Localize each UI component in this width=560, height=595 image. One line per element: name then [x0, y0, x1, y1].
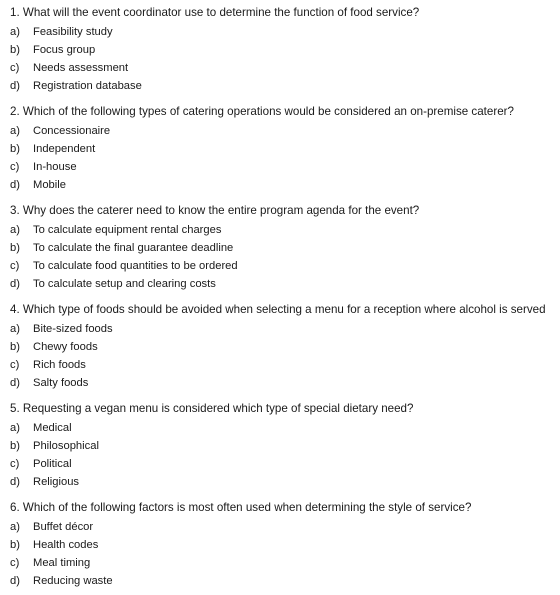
option-letter: a)	[10, 422, 20, 434]
option-text: In-house	[33, 161, 77, 173]
option-b	[10, 41, 560, 59]
option-letter: b)	[10, 440, 20, 452]
option-d	[10, 473, 560, 491]
question-1	[10, 5, 560, 95]
option-a	[10, 23, 560, 41]
option-b	[10, 239, 560, 257]
option-a	[10, 122, 560, 140]
option-text: Rich foods	[33, 359, 86, 371]
question-text: 5. Requesting a vegan menu is considered which type of special dietary need?	[10, 402, 414, 415]
option-b	[10, 140, 560, 158]
option-b	[10, 536, 560, 554]
option-letter: c)	[10, 161, 20, 173]
option-letter: c)	[10, 458, 20, 470]
option-a	[10, 419, 560, 437]
option-text: Meal timing	[33, 557, 91, 569]
question-text: 1. What will the event coordinator use to determine the function of food service?	[10, 6, 420, 19]
option-text: Salty foods	[33, 377, 89, 389]
option-letter: b)	[10, 539, 20, 551]
option-letter: a)	[10, 26, 20, 38]
option-letter: b)	[10, 341, 20, 353]
option-a	[10, 221, 560, 239]
option-text: To calculate equipment rental charges	[33, 224, 222, 236]
option-text: Focus group	[33, 44, 96, 56]
option-text: Feasibility study	[33, 26, 113, 38]
question-text: 2. Which of the following types of catering operations would be considered an on-premise caterer?	[10, 105, 514, 118]
option-text: Buffet décor	[33, 521, 94, 533]
option-c	[10, 554, 560, 572]
option-c	[10, 158, 560, 176]
question-5	[10, 401, 560, 491]
option-a	[10, 518, 560, 536]
question-4	[10, 302, 560, 392]
option-text: Independent	[33, 143, 96, 155]
option-text: Chewy foods	[33, 341, 98, 353]
option-text: Religious	[33, 476, 80, 488]
question-3	[10, 203, 560, 293]
option-letter: c)	[10, 359, 20, 371]
option-text: Health codes	[33, 539, 99, 551]
option-text: Bite-sized foods	[33, 323, 113, 335]
option-letter: a)	[10, 323, 20, 335]
option-letter: d)	[10, 476, 20, 488]
option-c	[10, 455, 560, 473]
option-d	[10, 176, 560, 194]
option-text: Concessionaire	[33, 125, 111, 137]
option-text: Philosophical	[33, 440, 99, 452]
option-text: Medical	[33, 422, 72, 434]
option-letter: b)	[10, 44, 20, 56]
question-2	[10, 104, 560, 194]
option-c	[10, 257, 560, 275]
option-letter: a)	[10, 224, 20, 236]
option-letter: b)	[10, 143, 20, 155]
option-text: To calculate setup and clearing costs	[33, 278, 216, 290]
option-text: Needs assessment	[33, 62, 129, 74]
question-6	[10, 500, 560, 590]
option-text: Registration database	[33, 80, 142, 92]
option-b	[10, 437, 560, 455]
option-text: Reducing waste	[33, 575, 113, 587]
option-d	[10, 275, 560, 293]
option-c	[10, 59, 560, 77]
option-letter: c)	[10, 62, 20, 74]
question-text: 4. Which type of foods should be avoided when selecting a menu for a reception where alcohol is served	[10, 303, 546, 316]
option-letter: d)	[10, 80, 20, 92]
option-letter: a)	[10, 125, 20, 137]
option-a	[10, 320, 560, 338]
question-text: 3. Why does the caterer need to know the entire program agenda for the event?	[10, 204, 420, 217]
option-letter: c)	[10, 260, 20, 272]
option-d	[10, 374, 560, 392]
option-letter: b)	[10, 242, 20, 254]
option-b	[10, 338, 560, 356]
option-d	[10, 572, 560, 590]
question-text: 6. Which of the following factors is most often used when determining the style of service?	[10, 501, 472, 514]
option-letter: d)	[10, 179, 20, 191]
option-c	[10, 356, 560, 374]
option-letter: d)	[10, 278, 20, 290]
option-text: To calculate the final guarantee deadline	[33, 242, 234, 254]
option-letter: d)	[10, 377, 20, 389]
option-text: Political	[33, 458, 72, 470]
option-d	[10, 77, 560, 95]
option-letter: d)	[10, 575, 20, 587]
option-text: Mobile	[33, 179, 66, 191]
option-letter: a)	[10, 521, 20, 533]
option-letter: c)	[10, 557, 20, 569]
option-text: To calculate food quantities to be ordered	[33, 260, 238, 272]
